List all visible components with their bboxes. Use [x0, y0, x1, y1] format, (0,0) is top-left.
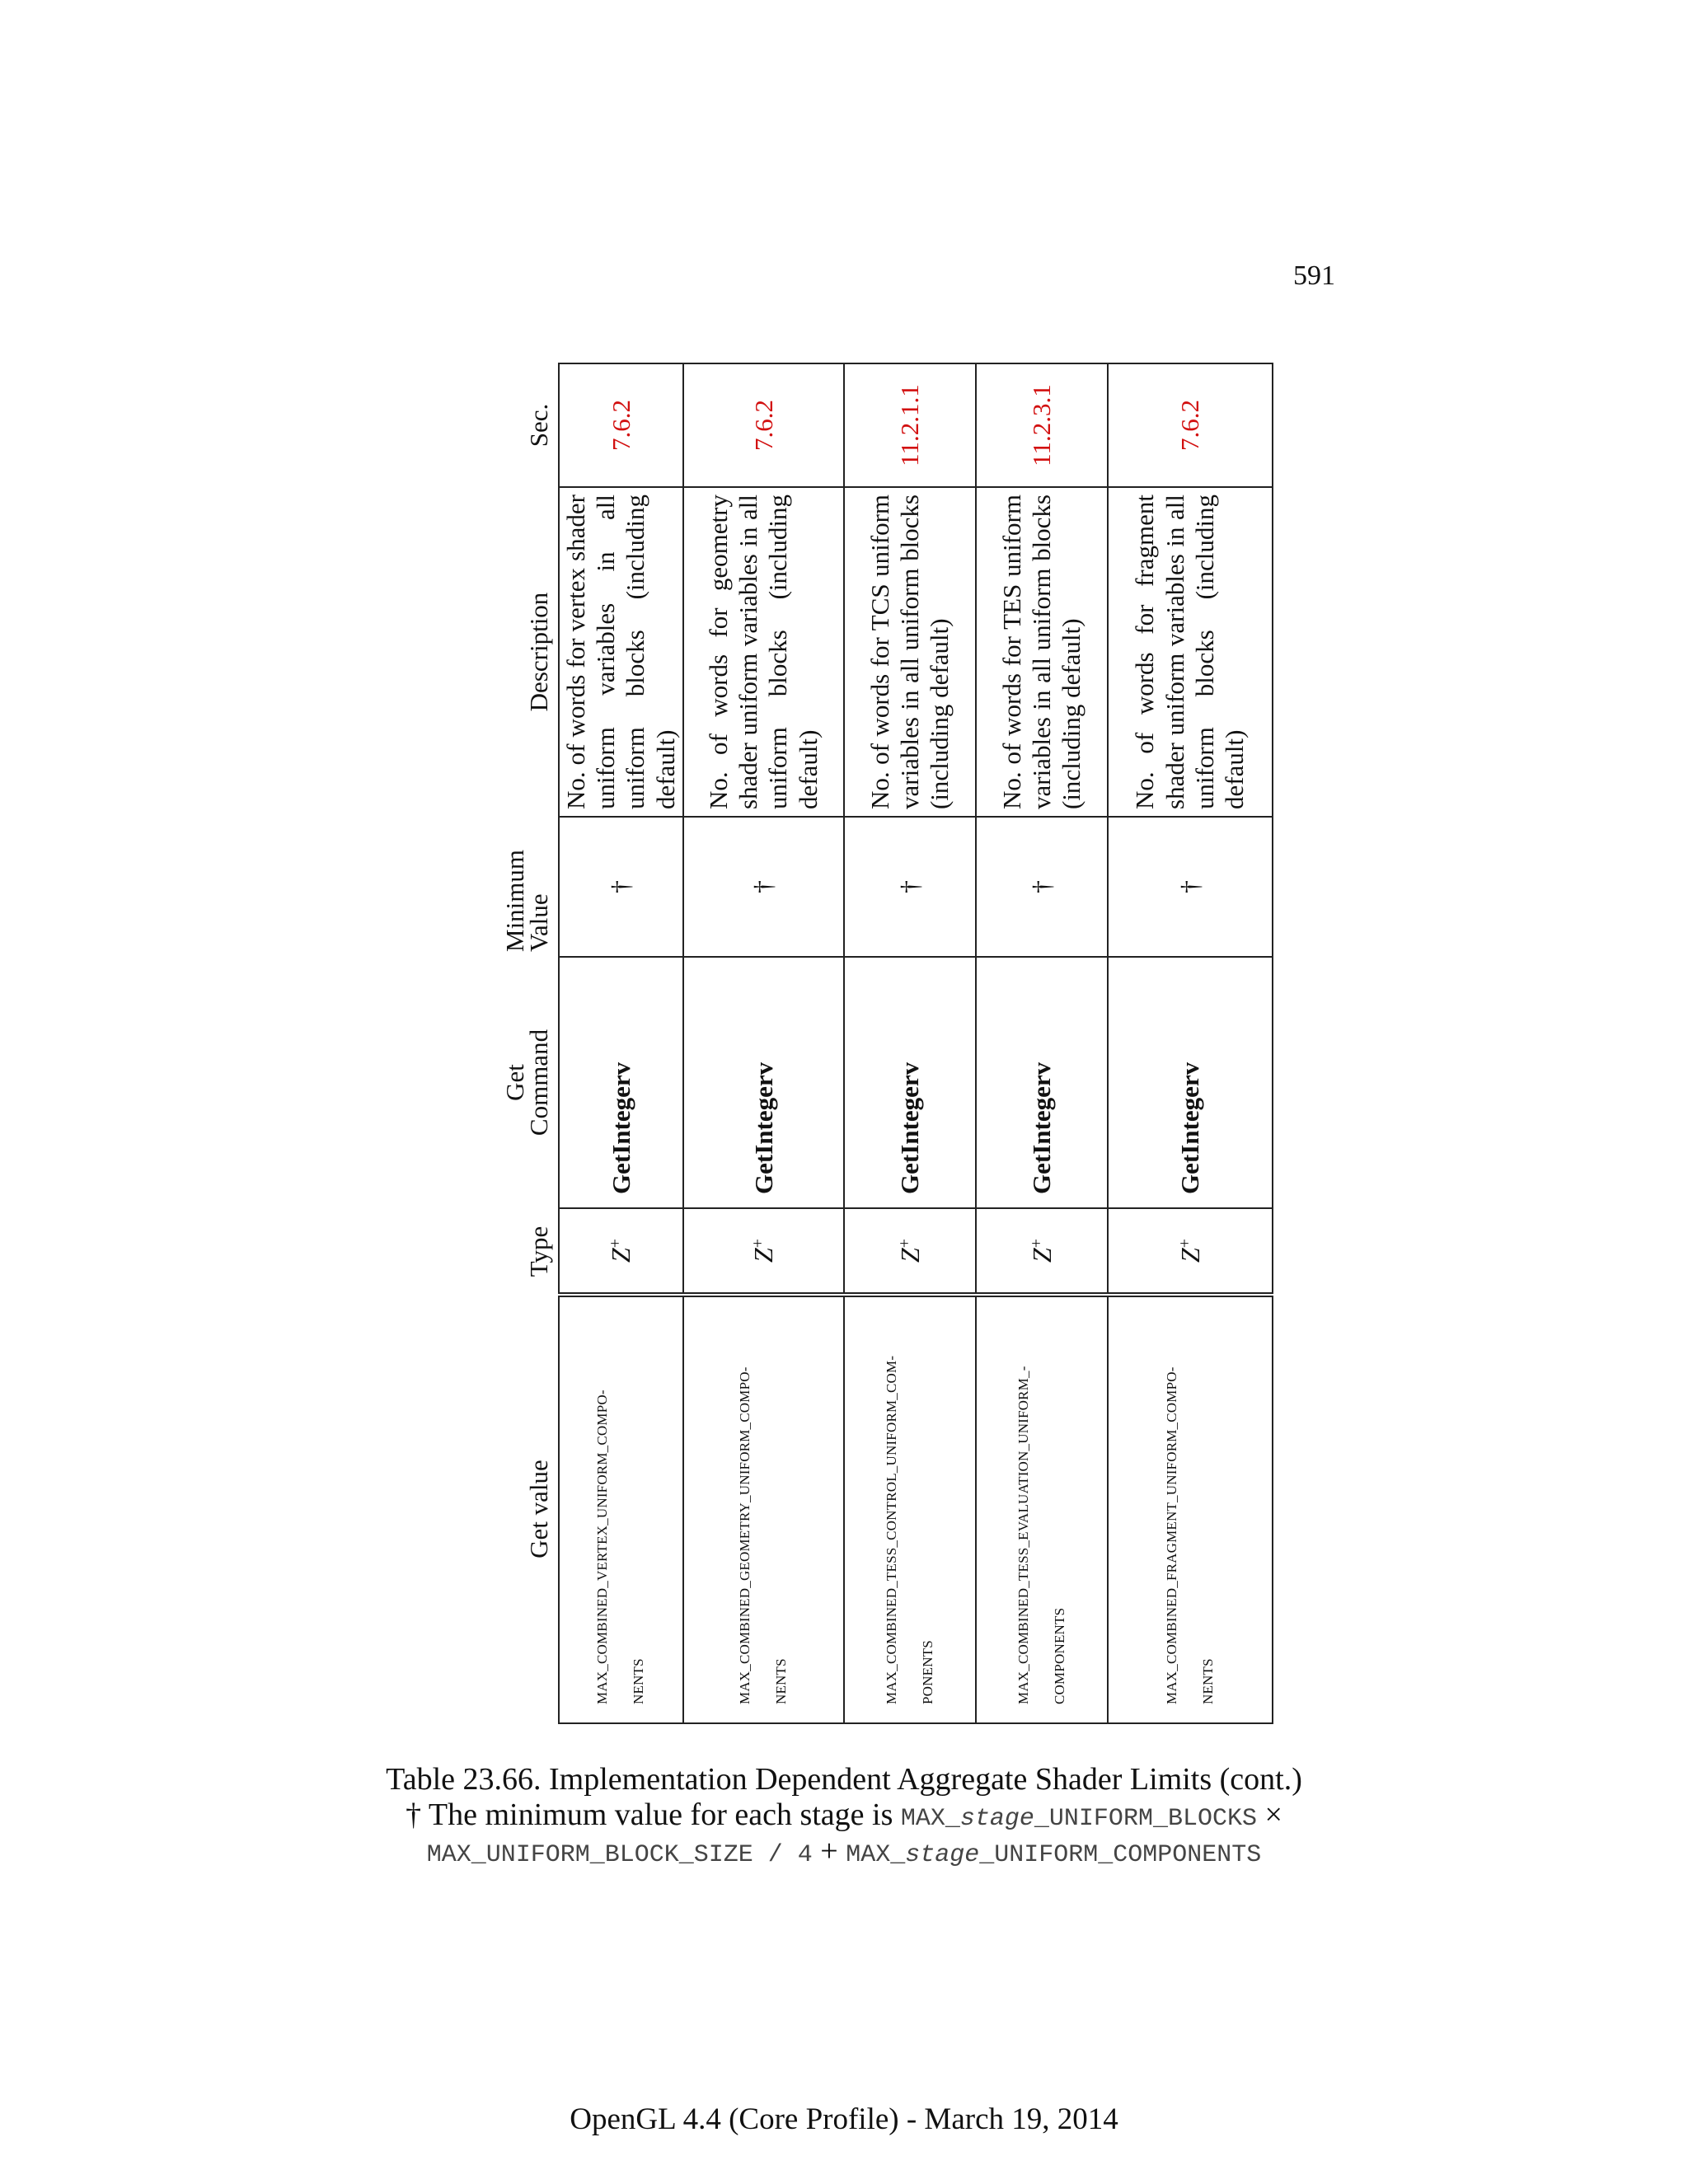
section-link[interactable]: 11.2.3.1: [976, 363, 1108, 487]
type-symbol: Z: [1026, 1248, 1057, 1263]
type-superscript: +: [1175, 1238, 1194, 1249]
table-row: [844, 363, 976, 1723]
caption-code-block-size: MAX_UNIFORM_BLOCK_SIZE / 4: [426, 1840, 813, 1869]
type-superscript: +: [748, 1238, 767, 1249]
get-value-line1: MAX_COMBINED_TESS_EVALUATION_UNIFORM_-: [1015, 1366, 1031, 1704]
table-row: [976, 363, 1108, 1723]
section-link[interactable]: 11.2.1.1: [844, 363, 976, 487]
header-description: Description: [524, 592, 554, 712]
section-link[interactable]: 7.6.2: [683, 363, 844, 487]
get-value-cell: [559, 1295, 683, 1723]
caption-note-prefix: † The minimum value for each stage is: [406, 1797, 893, 1833]
caption-title: Table 23.66. Implementation Dependent Aggregate Shader Limits (cont.): [386, 1762, 1302, 1797]
page-number: 591: [1293, 260, 1335, 291]
caption-note-line1: [0, 1797, 1688, 1833]
get-value-cell: [976, 1295, 1108, 1723]
table-caption: [0, 1762, 1688, 1869]
get-value-cell: [1108, 1295, 1273, 1723]
header-type: Type: [524, 1226, 554, 1277]
type-cell: [559, 1208, 683, 1295]
table-header-row: [503, 363, 559, 1723]
command-cell: GetIntegerv: [844, 957, 976, 1208]
header-minimum-value: [500, 817, 559, 957]
type-symbol: Z: [748, 1248, 779, 1263]
type-superscript: +: [895, 1238, 914, 1249]
description-cell: No. of words for vertex shader uniform variables in all uniform blocks (including default): [559, 487, 683, 817]
header-get-value: Get value: [524, 1460, 554, 1558]
caption-plus-symbol: +: [820, 1833, 838, 1868]
section-link[interactable]: 7.6.2: [1108, 363, 1273, 487]
get-value-line1: MAX_COMBINED_FRAGMENT_UNIFORM_COMPO-: [1163, 1366, 1179, 1704]
caption-code-stage-uniform-components: [846, 1841, 1261, 1869]
type-superscript: +: [606, 1238, 625, 1249]
type-cell: [1108, 1208, 1273, 1295]
type-cell: [683, 1208, 844, 1295]
table-rotated-container: [500, 364, 1250, 1724]
table-row: [683, 363, 844, 1723]
table-row: [1108, 363, 1273, 1723]
get-value-line2: PONENTS: [919, 1640, 935, 1704]
command-cell: GetIntegerv: [1108, 957, 1273, 1208]
minimum-cell: †: [1108, 817, 1273, 957]
minimum-cell: †: [683, 817, 844, 957]
table-rotation: [500, 364, 1250, 1724]
caption-code-stage-uniform-blocks: [901, 1805, 1257, 1833]
minimum-cell: †: [976, 817, 1108, 957]
caption-note-line2: [0, 1834, 1688, 1869]
get-value-line1: MAX_COMBINED_GEOMETRY_UNIFORM_COMPO-: [737, 1366, 753, 1704]
code3-stage: stage: [905, 1840, 980, 1869]
get-value-line1: MAX_COMBINED_TESS_CONTROL_UNIFORM_COM-: [883, 1355, 899, 1704]
minimum-cell: †: [844, 817, 976, 957]
description-cell: No. of words for geometry shader uniform variables in all uniform blocks (including default): [683, 487, 844, 817]
header-sec: Sec.: [524, 403, 554, 448]
get-value-line2: COMPONENTS: [1051, 1607, 1067, 1704]
header-get-command-line2: Command: [524, 1029, 554, 1137]
description-cell: No. of words for fragment shader uniform variables in all uniform blocks (including default): [1108, 487, 1273, 817]
limits-table: [500, 363, 1273, 1724]
get-value-line1: MAX_COMBINED_VERTEX_UNIFORM_COMPO-: [594, 1390, 611, 1704]
type-superscript: +: [1027, 1238, 1046, 1249]
type-symbol: Z: [1175, 1248, 1205, 1263]
description-cell: No. of words for TCS uniform variables in all uniform blocks (including default): [844, 487, 976, 817]
get-value-cell: [844, 1295, 976, 1723]
get-value-line2: NENTS: [1199, 1658, 1216, 1704]
header-minimum-value-line2: Value: [524, 893, 554, 952]
code3-part-a: MAX_: [846, 1840, 906, 1869]
table-row: [559, 363, 683, 1723]
caption-times-symbol: ×: [1264, 1797, 1282, 1833]
header-minimum-value-line1: Minimum: [500, 849, 529, 952]
section-link[interactable]: 7.6.2: [559, 363, 683, 487]
get-value-cell: [683, 1295, 844, 1723]
get-value-line2: NENTS: [631, 1658, 647, 1704]
code1-part-b: _UNIFORM_BLOCKS: [1034, 1805, 1257, 1834]
get-value-line2: NENTS: [773, 1658, 790, 1704]
type-symbol: Z: [606, 1248, 636, 1263]
type-symbol: Z: [894, 1248, 925, 1263]
header-get-command: [500, 957, 559, 1208]
page-footer: OpenGL 4.4 (Core Profile) - March 19, 2014: [570, 2102, 1118, 2136]
command-cell: GetIntegerv: [976, 957, 1108, 1208]
minimum-cell: †: [559, 817, 683, 957]
header-get-command-line1: Get: [500, 1064, 529, 1101]
description-cell: No. of words for TES uniform variables in all uniform blocks (including default): [976, 487, 1108, 817]
code1-stage: stage: [959, 1805, 1034, 1834]
code1-part-a: MAX_: [900, 1805, 960, 1834]
command-cell: GetIntegerv: [559, 957, 683, 1208]
command-cell: GetIntegerv: [683, 957, 844, 1208]
type-cell: [844, 1208, 976, 1295]
code3-part-b: _UNIFORM_COMPONENTS: [979, 1840, 1262, 1869]
type-cell: [976, 1208, 1108, 1295]
